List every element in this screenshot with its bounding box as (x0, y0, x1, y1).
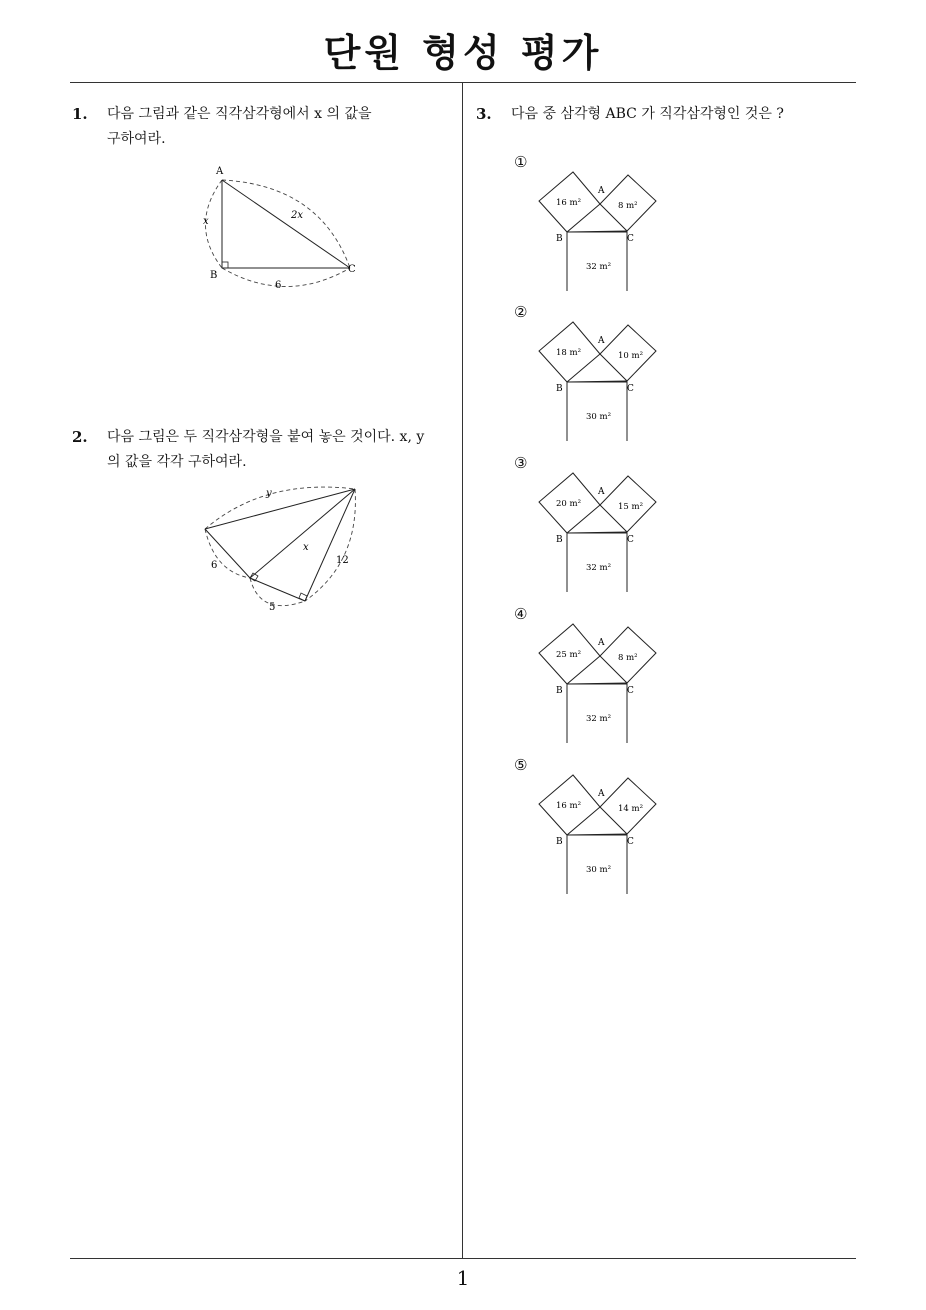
vertex-label-c: C (627, 535, 634, 545)
vertex-label-c: C (348, 264, 356, 275)
page-number: 1 (456, 1266, 470, 1290)
problem-line-2: 의 값을 각각 구하여라. (107, 454, 247, 470)
length-label-y: y (266, 488, 272, 499)
area-label-bottom: 30 m² (586, 865, 611, 875)
side-five (250, 578, 305, 601)
vertex-label-b: B (556, 837, 563, 847)
problem-text (107, 102, 372, 152)
length-label-bc: 6 (275, 280, 282, 291)
choice-marker[interactable]: ① (514, 153, 528, 171)
choice-figure (535, 163, 665, 291)
figure-two-right-triangles (195, 482, 370, 617)
column-divider (462, 83, 463, 1258)
side-y (205, 489, 355, 529)
side-ac (222, 180, 350, 268)
vertex-label-b: B (556, 535, 563, 545)
length-label-twelve: 12 (336, 555, 349, 566)
problem-line-1: 다음 그림은 두 직각삼각형을 붙여 놓은 것이다. x, y (107, 429, 425, 445)
problem-text (511, 102, 784, 127)
area-label-right: 10 m² (618, 351, 643, 361)
area-label-right: 15 m² (618, 502, 643, 512)
vertex-label-a: A (598, 186, 605, 196)
length-label-ac: 2x (291, 210, 304, 221)
area-label-left: 20 m² (556, 499, 581, 509)
area-label-bottom: 32 m² (586, 563, 611, 573)
vertex-label-b: B (556, 686, 563, 696)
area-label-right: 8 m² (618, 653, 638, 663)
area-label-bottom: 32 m² (586, 262, 611, 272)
area-label-bottom: 30 m² (586, 412, 611, 422)
vertex-label-b: B (210, 270, 218, 281)
vertex-label-c: C (627, 837, 634, 847)
choice-marker[interactable]: ⑤ (514, 756, 528, 774)
length-label-x: x (303, 542, 309, 553)
area-label-right: 14 m² (618, 804, 643, 814)
length-label-six: 6 (211, 560, 218, 571)
area-label-left: 16 m² (556, 198, 581, 208)
vertex-label-c: C (627, 686, 634, 696)
area-label-right: 8 m² (618, 201, 638, 211)
problem-line-1: 다음 중 삼각형 ABC 가 직각삼각형인 것은 ? (511, 106, 784, 122)
problem-line-2: 구하여라. (107, 131, 166, 147)
problem-number: 2. (72, 428, 88, 446)
footer-rule (70, 1258, 856, 1259)
vertex-label-a: A (598, 487, 605, 497)
problem-number: 3. (476, 105, 492, 123)
problem-number: 1. (72, 105, 88, 123)
vertex-label-c: C (627, 384, 634, 394)
right-angle-mark (222, 262, 228, 268)
brace-bc (222, 268, 350, 287)
choice-figure (535, 313, 665, 441)
page-title: 단원 형성 평가 (323, 31, 603, 75)
area-label-left: 16 m² (556, 801, 581, 811)
vertex-label-a: A (598, 789, 605, 799)
area-label-bottom: 32 m² (586, 714, 611, 724)
area-label-left: 18 m² (556, 348, 581, 358)
choice-marker[interactable]: ③ (514, 454, 528, 472)
vertex-label-b: B (556, 384, 563, 394)
length-label-ab: x (203, 216, 209, 227)
length-label-five: 5 (269, 602, 276, 613)
vertex-label-a: A (598, 638, 605, 648)
header-rule (70, 82, 856, 83)
choice-figure (535, 766, 665, 894)
choice-marker[interactable]: ② (514, 303, 528, 321)
choice-figure (535, 464, 665, 592)
figure-right-triangle (195, 160, 365, 292)
right-angle-mark-2 (299, 593, 307, 601)
brace-five (250, 578, 305, 606)
choice-figure (535, 615, 665, 743)
area-label-left: 25 m² (556, 650, 581, 660)
vertex-label-a: A (216, 166, 224, 177)
choice-marker[interactable]: ④ (514, 605, 528, 623)
side-twelve (305, 489, 355, 601)
problem-text (107, 425, 424, 475)
vertex-label-b: B (556, 234, 563, 244)
vertex-label-a: A (598, 336, 605, 346)
vertex-label-c: C (627, 234, 634, 244)
problem-line-1: 다음 그림과 같은 직각삼각형에서 x 의 값을 (107, 106, 372, 122)
